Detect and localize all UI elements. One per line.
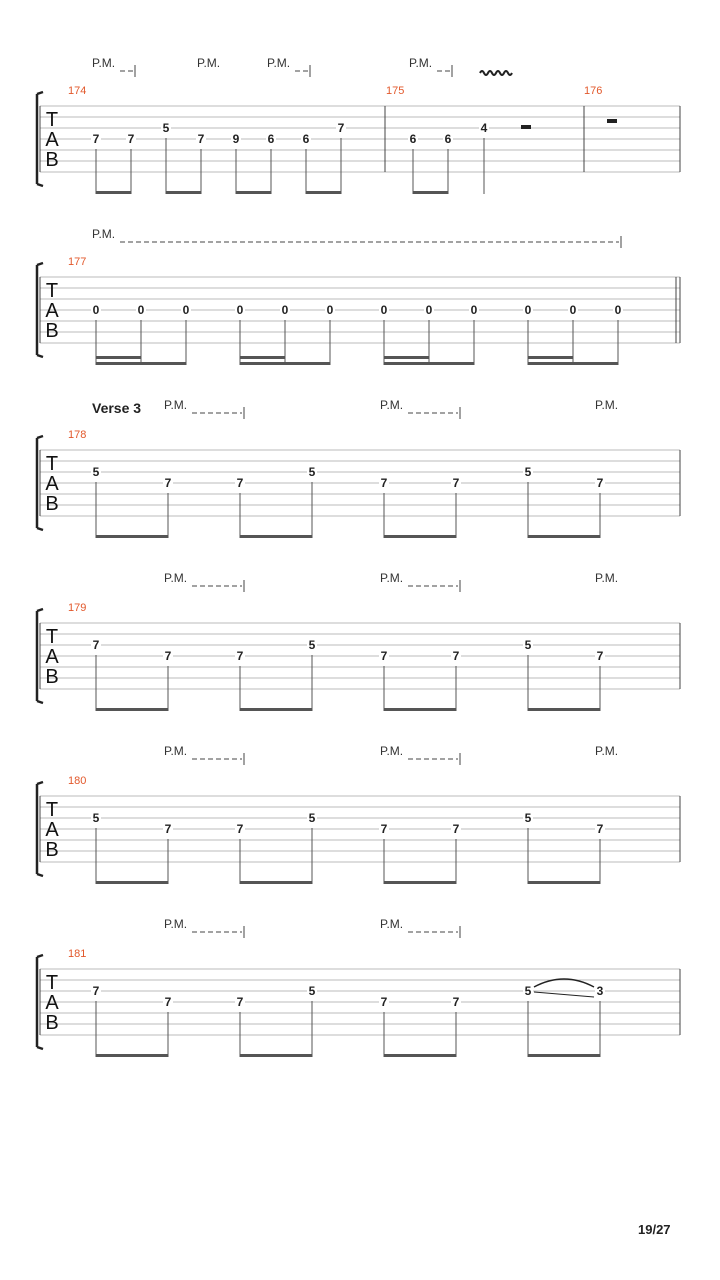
measure-number: 177 — [68, 256, 87, 268]
fret-number: 0 — [281, 303, 289, 317]
tab-clef-letter: B — [45, 1012, 59, 1034]
beam-secondary — [240, 356, 285, 359]
tab-clef-letter: T — [45, 626, 59, 648]
fret-number: 7 — [380, 995, 388, 1009]
fret-number: 0 — [569, 303, 577, 317]
beam — [528, 1054, 600, 1057]
beam — [384, 708, 456, 711]
beam — [384, 535, 456, 538]
fret-number: 5 — [162, 121, 170, 135]
beam — [528, 881, 600, 884]
fret-number: 7 — [596, 649, 604, 663]
palm-mute-label: P.M. — [164, 744, 188, 758]
beam — [413, 191, 448, 194]
fret-number: 7 — [164, 995, 172, 1009]
measure-number: 180 — [68, 775, 87, 787]
fret-number: 7 — [452, 649, 460, 663]
measure-number: 178 — [68, 429, 87, 441]
fret-number: 7 — [596, 822, 604, 836]
beam — [384, 362, 474, 365]
fret-number: 7 — [452, 995, 460, 1009]
beam — [306, 191, 341, 194]
beam — [96, 708, 168, 711]
measure-number: 179 — [68, 602, 87, 614]
fret-number: 6 — [267, 132, 275, 146]
tab-clef-letter: T — [45, 799, 59, 821]
measure-number: 181 — [68, 948, 87, 960]
fret-number: 6 — [409, 132, 417, 146]
beam-secondary — [96, 356, 141, 359]
fret-number: 5 — [524, 638, 532, 652]
palm-mute-label: P.M. — [380, 744, 404, 758]
beam — [236, 191, 271, 194]
page-number: 19/27 — [638, 1222, 671, 1237]
palm-mute-label: P.M. — [92, 227, 116, 241]
fret-number: 7 — [164, 476, 172, 490]
fret-number: 7 — [236, 995, 244, 1009]
beam — [96, 362, 186, 365]
beam — [240, 1054, 312, 1057]
beam — [96, 535, 168, 538]
section-label: Verse 3 — [92, 400, 142, 416]
tab-clef-letter: A — [45, 129, 59, 151]
fret-number: 5 — [524, 465, 532, 479]
fret-number: 5 — [308, 811, 316, 825]
palm-mute-label: P.M. — [380, 917, 404, 931]
measure-number: 176 — [584, 85, 603, 97]
palm-mute-label: P.M. — [595, 398, 619, 412]
beam — [528, 362, 618, 365]
palm-mute-label: P.M. — [92, 56, 116, 70]
beam — [96, 881, 168, 884]
fret-number: 7 — [452, 822, 460, 836]
beam — [384, 1054, 456, 1057]
beam — [96, 1054, 168, 1057]
fret-number: 7 — [164, 822, 172, 836]
palm-mute-label: P.M. — [595, 744, 619, 758]
fret-number: 7 — [92, 132, 100, 146]
beam — [240, 708, 312, 711]
fret-number: 0 — [614, 303, 622, 317]
palm-mute-label: P.M. — [164, 917, 188, 931]
palm-mute-label: P.M. — [164, 398, 188, 412]
beam — [528, 708, 600, 711]
fret-number: 7 — [380, 649, 388, 663]
fret-number: 0 — [524, 303, 532, 317]
fret-number: 7 — [596, 476, 604, 490]
beam — [166, 191, 201, 194]
beam — [240, 535, 312, 538]
fret-number: 0 — [380, 303, 388, 317]
tab-clef-letter: T — [45, 453, 59, 475]
fret-number: 0 — [236, 303, 244, 317]
fret-number: 6 — [302, 132, 310, 146]
fret-number: 5 — [524, 811, 532, 825]
tab-clef-letter: T — [45, 972, 59, 994]
beam — [240, 362, 330, 365]
fret-number: 0 — [92, 303, 100, 317]
fret-number: 5 — [308, 638, 316, 652]
tab-clef-letter: B — [45, 839, 59, 861]
rest-mark — [607, 119, 617, 123]
fret-number: 5 — [524, 984, 532, 998]
tab-clef-letter: A — [45, 992, 59, 1014]
measure-number: 174 — [68, 85, 87, 97]
fret-number: 0 — [182, 303, 190, 317]
fret-number: 7 — [380, 476, 388, 490]
tab-clef-letter: B — [45, 493, 59, 515]
vibrato-mark — [480, 71, 512, 75]
rest-mark — [521, 125, 531, 129]
fret-number: 6 — [444, 132, 452, 146]
fret-number: 5 — [92, 811, 100, 825]
palm-mute-label: P.M. — [409, 56, 433, 70]
fret-number: 0 — [425, 303, 433, 317]
fret-number: 7 — [236, 649, 244, 663]
fret-number: 5 — [92, 465, 100, 479]
fret-number: 7 — [380, 822, 388, 836]
fret-number: 7 — [337, 121, 345, 135]
tab-clef-letter: B — [45, 666, 59, 688]
fret-number: 7 — [236, 476, 244, 490]
slide-line — [534, 992, 594, 997]
fret-number: 0 — [137, 303, 145, 317]
beam — [384, 881, 456, 884]
fret-number: 7 — [92, 984, 100, 998]
fret-number: 7 — [197, 132, 205, 146]
palm-mute-label: P.M. — [197, 56, 221, 70]
fret-number: 7 — [236, 822, 244, 836]
palm-mute-label: P.M. — [267, 56, 291, 70]
palm-mute-label: P.M. — [380, 571, 404, 585]
palm-mute-label: P.M. — [380, 398, 404, 412]
fret-number: 5 — [308, 465, 316, 479]
fret-number: 5 — [308, 984, 316, 998]
fret-number: 4 — [480, 121, 488, 135]
fret-number: 7 — [164, 649, 172, 663]
tab-clef-letter: B — [45, 149, 59, 171]
fret-number: 9 — [232, 132, 240, 146]
beam — [96, 191, 131, 194]
tab-clef-letter: A — [45, 473, 59, 495]
beam — [528, 535, 600, 538]
tab-clef-letter: A — [45, 819, 59, 841]
tab-clef-letter: T — [45, 109, 59, 131]
fret-number: 7 — [92, 638, 100, 652]
measure-number: 175 — [386, 85, 405, 97]
tab-clef-letter: T — [45, 280, 59, 302]
tab-clef-letter: A — [45, 646, 59, 668]
fret-number: 7 — [452, 476, 460, 490]
palm-mute-label: P.M. — [595, 571, 619, 585]
palm-mute-label: P.M. — [164, 571, 188, 585]
beam-secondary — [384, 356, 429, 359]
fret-number: 0 — [470, 303, 478, 317]
fret-number: 3 — [596, 984, 604, 998]
tab-clef-letter: B — [45, 320, 59, 342]
fret-number: 0 — [326, 303, 334, 317]
fret-number: 7 — [127, 132, 135, 146]
beam-secondary — [528, 356, 573, 359]
tab-clef-letter: A — [45, 300, 59, 322]
beam — [240, 881, 312, 884]
